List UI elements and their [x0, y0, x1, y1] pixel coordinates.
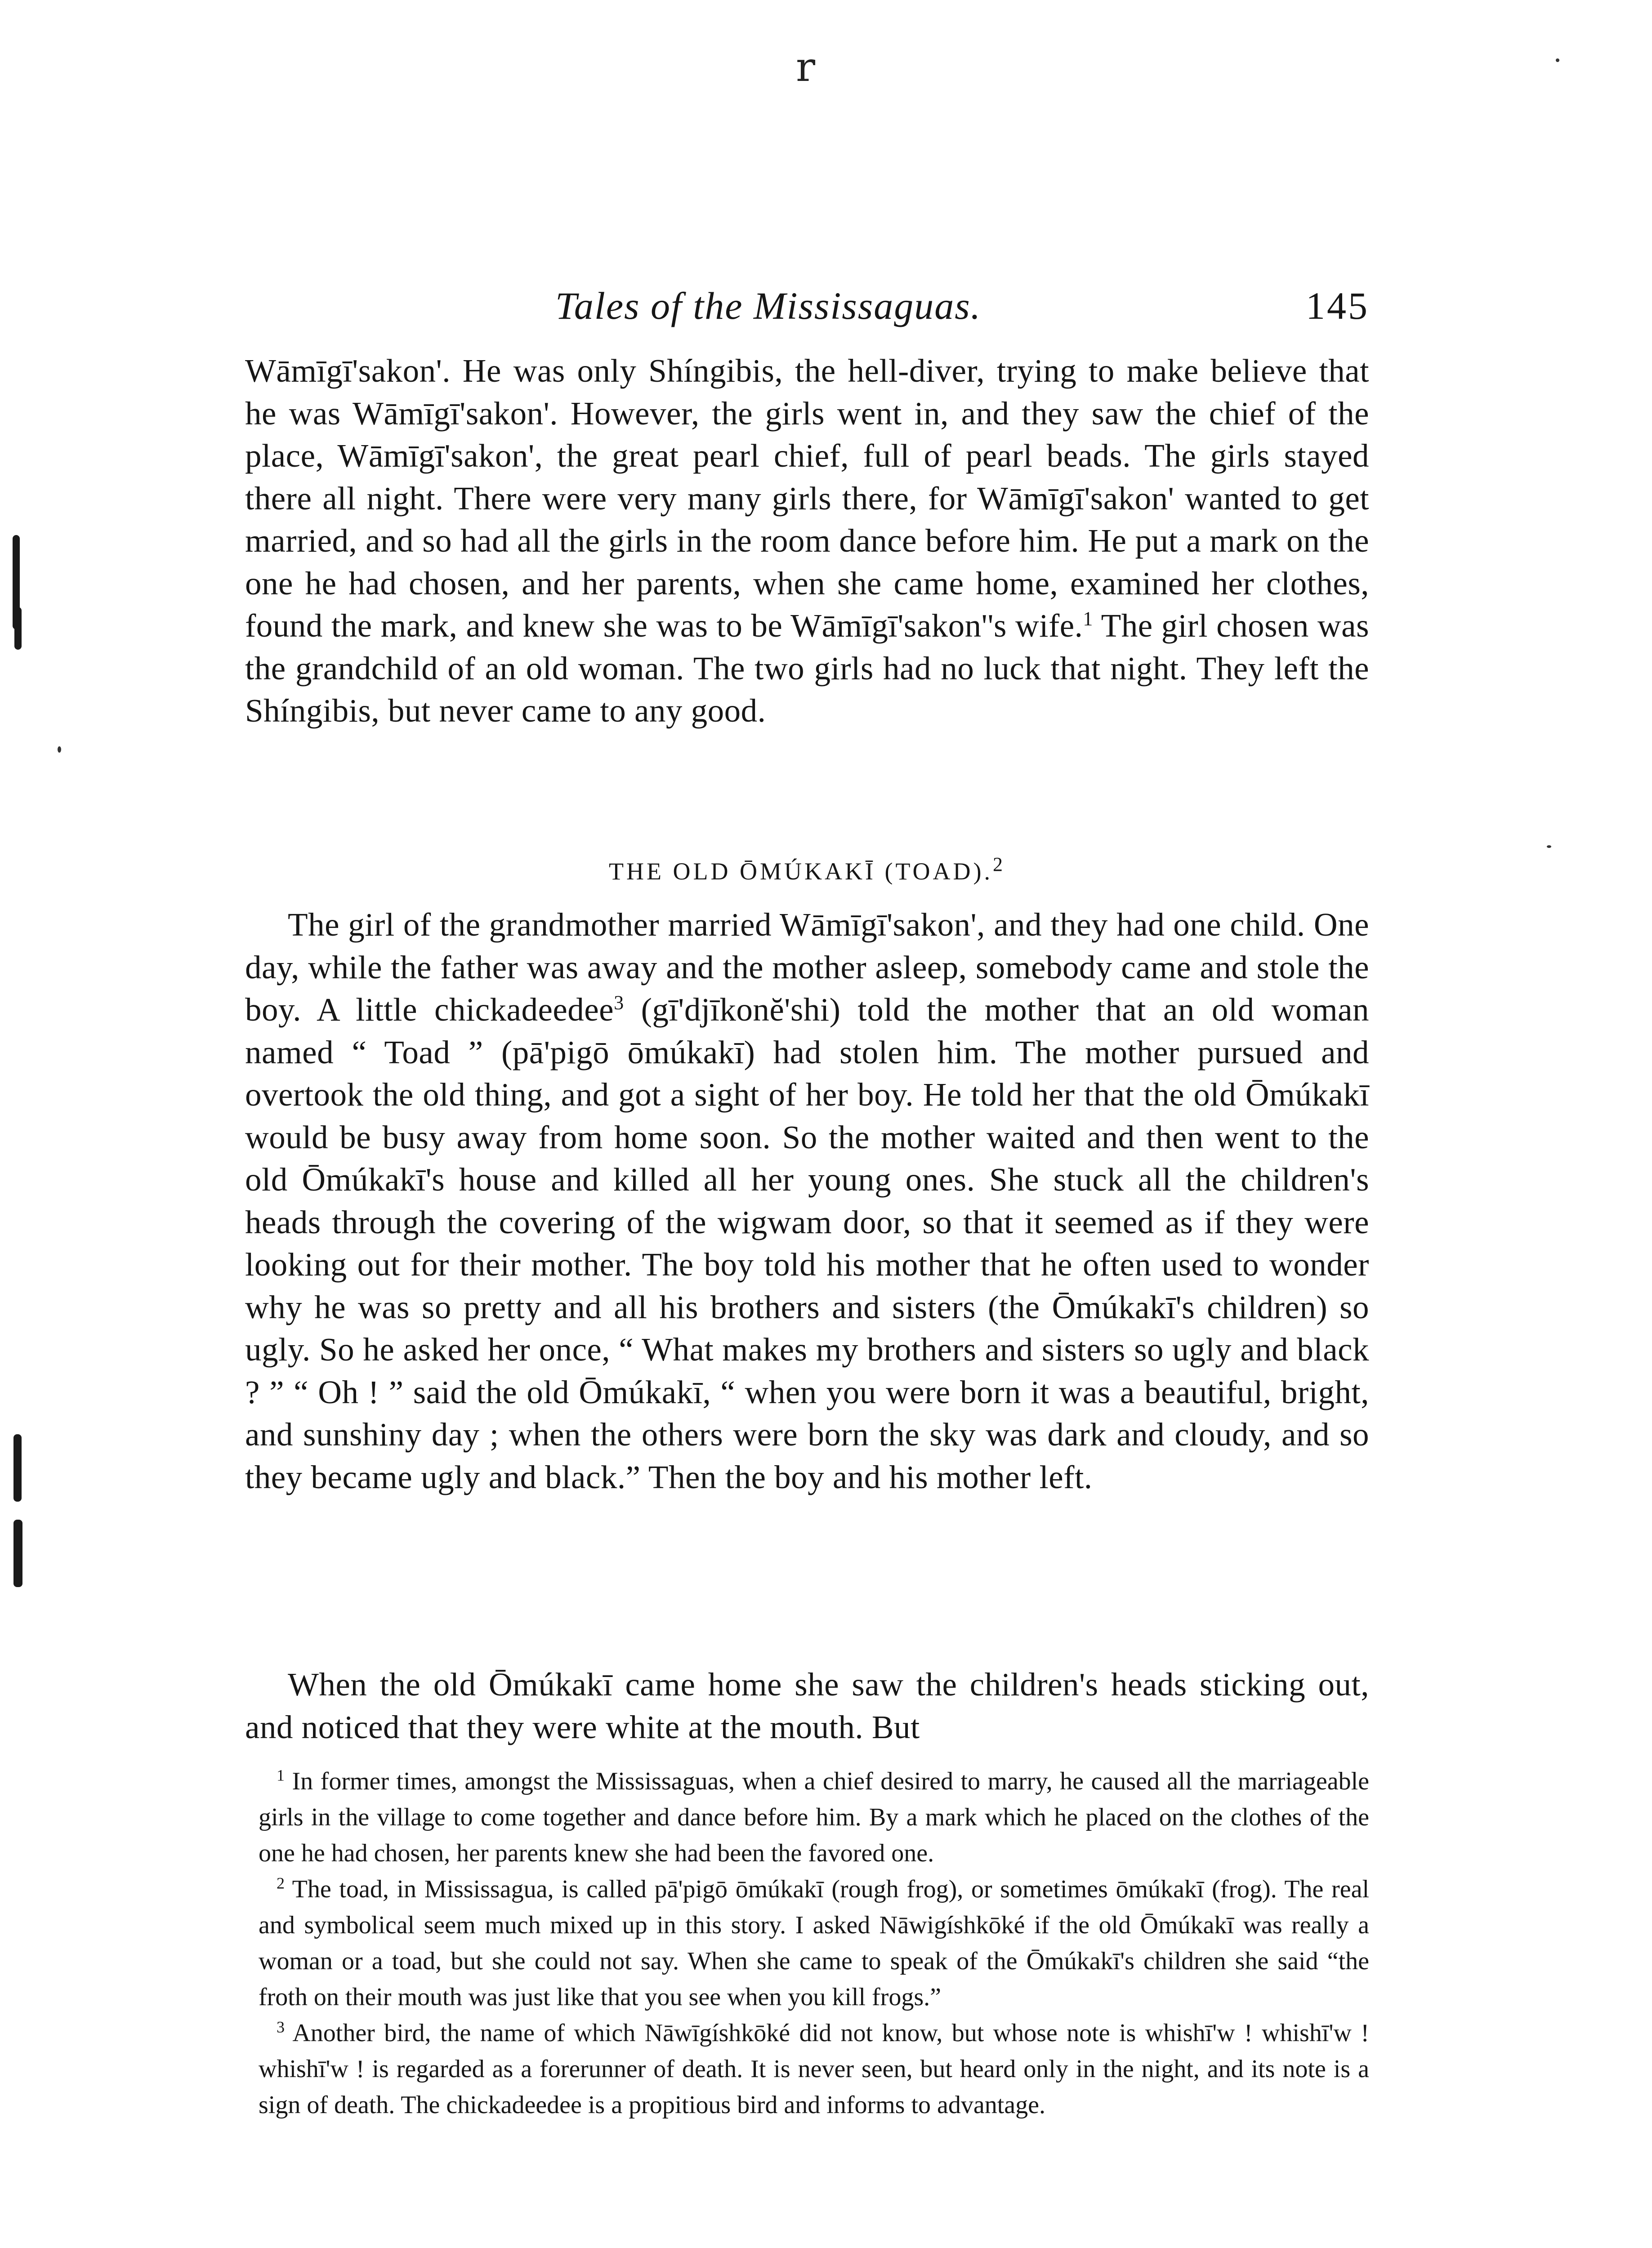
- paragraph-2-tail: (gī'djīkonĕ'shi) told the mother that an old woman named “ Toad ” (pā'pigō ōmúkakī) had stolen him. The mother pursued and overtook the old thing, and got a sight of her boy. He told her that the old Ōmúkakī would be busy away from home soon. So the mother waited and then went to the old Ōmúkakī's house and killed all her young ones. She stuck all the children's heads through the covering of the wigwam door, so that it seemed as if they were looking out for their mother. The boy told his mother that he often used to wonder why he was so pretty and all his brothers and sisters (the Ōmúkakī's children) so ugly. So he asked her once, “ What makes my brothers and sisters so ugly and black ? ” “ Oh ! ” said the old Ōmúkakī, “ when you were born it was a beautiful, bright, and sunshiny day ; when the others were born the sky was dark and cloudy, and so they became ugly and black.” Then the boy and his mother left.: [245, 991, 1369, 1495]
- footnote-marker: 2: [277, 1874, 285, 1892]
- scan-margin-mark: [13, 1520, 22, 1587]
- footnote-2: [259, 1871, 1369, 2015]
- scan-speck: [58, 746, 61, 753]
- footnote-text: The toad, in Mississagua, is called pā'pigō ōmúkakī (rough frog), or sometimes ōmúkakī (frog). The real and symbolical seem much mixed up in this story. I asked Nāwigíshkōké if the old Ōmúkakī was really a woman or a toad, but she could not say. When she came to speak of the Ōmúkakī's children she said “the froth on their mouth was just like that you see when you kill frogs.”: [259, 1875, 1370, 2011]
- paragraph-1: [245, 350, 1369, 732]
- scan-speck: [1547, 845, 1551, 848]
- scan-margin-mark: [14, 607, 22, 650]
- section-heading-text: THE OLD ŌMÚKAKĪ (TOAD).: [609, 858, 993, 885]
- footnotes: [259, 1763, 1369, 2123]
- paragraph-2-text: The girl of the grandmother married Wāmīgī'sakon', and they had one child. One day, while the father was away and the mother asleep, somebody came and stole the boy. A little chickadeedee: [245, 906, 1369, 1028]
- footnote-ref-1: 1: [1083, 607, 1093, 630]
- footnote-3: [259, 2015, 1369, 2123]
- page-header: [245, 274, 1369, 337]
- paragraph-1-tail: The girl chosen was the grandchild of an old woman. The two girls had no luck that night. They left the Shíngibis, but never came to any good.: [245, 607, 1369, 729]
- footnote-marker: 3: [277, 2018, 285, 2036]
- page-number: 145: [1306, 284, 1369, 327]
- paragraph-1-text: Wāmīgī'sakon'. He was only Shíngibis, the hell-diver, trying to make believe that he was Wāmīgī'sakon'. However, the girls went in, and they saw the chief of the place, Wāmīgī'sakon', the great pearl chief, full of pearl beads. The girls stayed there all night. There were very many girls there, for Wāmīgī'sakon' wanted to get married, and so had all the girls in the room dance before him. He put a mark on the one he had chosen, and her parents, when she came home, examined her clothes, found the mark, and knew she was to be Wāmīgī'sakon''s wife.: [245, 352, 1369, 644]
- section-heading: [245, 853, 1369, 889]
- paragraph-3: When the old Ōmúkakī came home she saw the children's heads sticking out, and noticed that they were white at the mouth. But: [245, 1666, 1369, 1745]
- scan-speck: [1556, 58, 1559, 62]
- footnote-1: [259, 1763, 1369, 1871]
- scan-margin-mark: [13, 1434, 22, 1502]
- top-margin-mark: r: [796, 44, 816, 91]
- footnote-text: In former times, amongst the Mississaguas, when a chief desired to marry, he caused all the marriageable girls in the village to come together and dance before him. By a mark which he placed on the clothes of the one he had chosen, her parents knew she had been the favored one.: [259, 1767, 1369, 1867]
- paragraph-2: [245, 904, 1369, 1499]
- footnote-marker: 1: [277, 1766, 285, 1784]
- footnote-text: Another bird, the name of which Nāwīgíshkōké did not know, but whose note is whishī'w ! whishī'w ! whishī'w ! is regarded as a forerunner of death. It is never seen, but heard only in the night, and its note is a sign of death. The chickadeedee is a propitious bird and informs to advantage.: [259, 2019, 1369, 2119]
- running-title: Tales of the Mississaguas.: [555, 284, 982, 327]
- footnote-ref-3: 3: [614, 991, 624, 1014]
- footnote-ref-2: 2: [992, 853, 1005, 875]
